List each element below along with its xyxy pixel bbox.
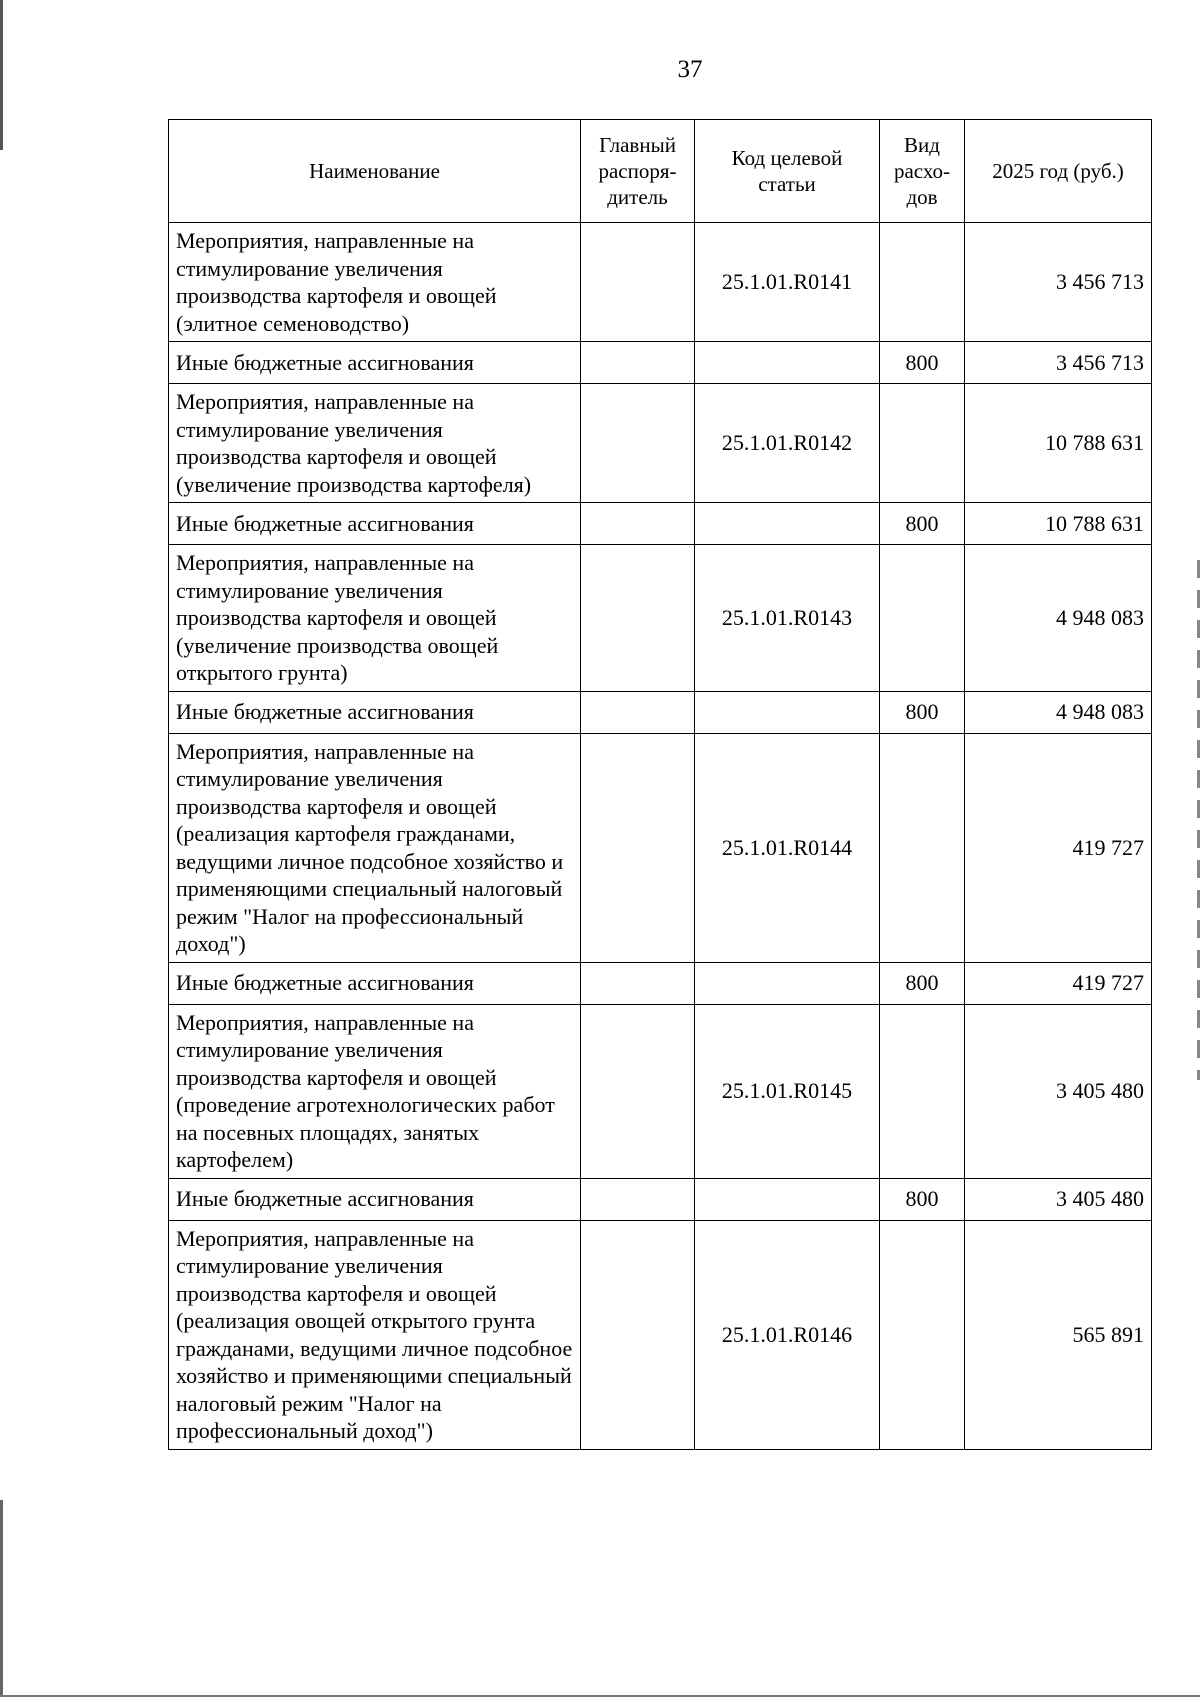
table-row [169,691,1152,733]
cell-admin [581,1004,695,1178]
cell-type: 800 [880,1178,965,1220]
cell-code: 25.1.01.R0146 [695,1220,880,1449]
scan-edge-left [0,0,3,1697]
cell-type: 800 [880,962,965,1004]
cell-admin [581,384,695,503]
cell-name: Иные бюджетные ассигнования [169,962,581,1004]
cell-admin [581,1178,695,1220]
table-row [169,384,1152,503]
cell-amount: 4 948 083 [965,691,1152,733]
table-row [169,342,1152,384]
cell-name: Иные бюджетные ассигнования [169,342,581,384]
header-amount: 2025 год (руб.) [965,120,1152,223]
header-code: Код целевой статьи [695,120,880,223]
table-row [169,962,1152,1004]
cell-amount: 3 405 480 [965,1004,1152,1178]
cell-amount: 10 788 631 [965,503,1152,545]
cell-amount: 10 788 631 [965,384,1152,503]
cell-type [880,733,965,962]
cell-admin [581,342,695,384]
cell-code [695,503,880,545]
cell-name: Мероприятия, направленные на стимулирование увеличения производства картофеля и овощей (реализация овощей открытого грунта гражданами, ведущими личное подсобное хозяйство и применяющими специальный налоговый режим "Налог на профессиональный доход") [169,1220,581,1449]
page-number: 37 [677,56,703,83]
cell-type: 800 [880,691,965,733]
table-row [169,1004,1152,1178]
cell-name: Иные бюджетные ассигнования [169,691,581,733]
cell-name: Мероприятия, направленные на стимулирование увеличения производства картофеля и овощей (реализация картофеля гражданами, ведущими личное подсобное хозяйство и применяющими специальный налоговый режим "Налог на профессиональный доход") [169,733,581,962]
cell-name: Мероприятия, направленные на стимулирование увеличения производства картофеля и овощей (увеличение производства овощей открытого грунта) [169,545,581,692]
table-row [169,733,1152,962]
table-header [169,120,1152,223]
cell-name: Иные бюджетные ассигнования [169,503,581,545]
cell-admin [581,223,695,342]
cell-code [695,962,880,1004]
cell-type [880,545,965,692]
cell-code [695,342,880,384]
table-row [169,503,1152,545]
cell-type [880,384,965,503]
cell-amount: 3 456 713 [965,223,1152,342]
cell-admin [581,691,695,733]
table-row [169,1178,1152,1220]
cell-code: 25.1.01.R0144 [695,733,880,962]
cell-amount: 3 456 713 [965,342,1152,384]
cell-code: 25.1.01.R0143 [695,545,880,692]
cell-code: 25.1.01.R0141 [695,223,880,342]
cell-admin [581,503,695,545]
table-row [169,1220,1152,1449]
cell-type: 800 [880,342,965,384]
cell-amount: 4 948 083 [965,545,1152,692]
cell-code [695,1178,880,1220]
cell-admin [581,733,695,962]
budget-table [168,119,1152,1450]
cell-code: 25.1.01.R0142 [695,384,880,503]
header-admin: Главный распоря-дитель [581,120,695,223]
cell-type [880,1220,965,1449]
table-row [169,545,1152,692]
cell-amount: 419 727 [965,733,1152,962]
table-body [169,223,1152,1450]
page-number-container [0,56,1200,84]
cell-type [880,1004,965,1178]
cell-code: 25.1.01.R0145 [695,1004,880,1178]
header-name: Наименование [169,120,581,223]
cell-name: Мероприятия, направленные на стимулирование увеличения производства картофеля и овощей (увеличение производства картофеля) [169,384,581,503]
cell-type: 800 [880,503,965,545]
cell-name: Мероприятия, направленные на стимулирование увеличения производства картофеля и овощей (элитное семеноводство) [169,223,581,342]
cell-amount: 565 891 [965,1220,1152,1449]
cell-name: Мероприятия, направленные на стимулирование увеличения производства картофеля и овощей (проведение агротехнологических работ на посевных площадях, занятых картофелем) [169,1004,581,1178]
cell-admin [581,545,695,692]
table-row [169,223,1152,342]
cell-amount: 3 405 480 [965,1178,1152,1220]
cell-name: Иные бюджетные ассигнования [169,1178,581,1220]
cell-amount: 419 727 [965,962,1152,1004]
cell-code [695,691,880,733]
cell-admin [581,962,695,1004]
header-type: Вид расхо-дов [880,120,965,223]
cell-type [880,223,965,342]
cell-admin [581,1220,695,1449]
